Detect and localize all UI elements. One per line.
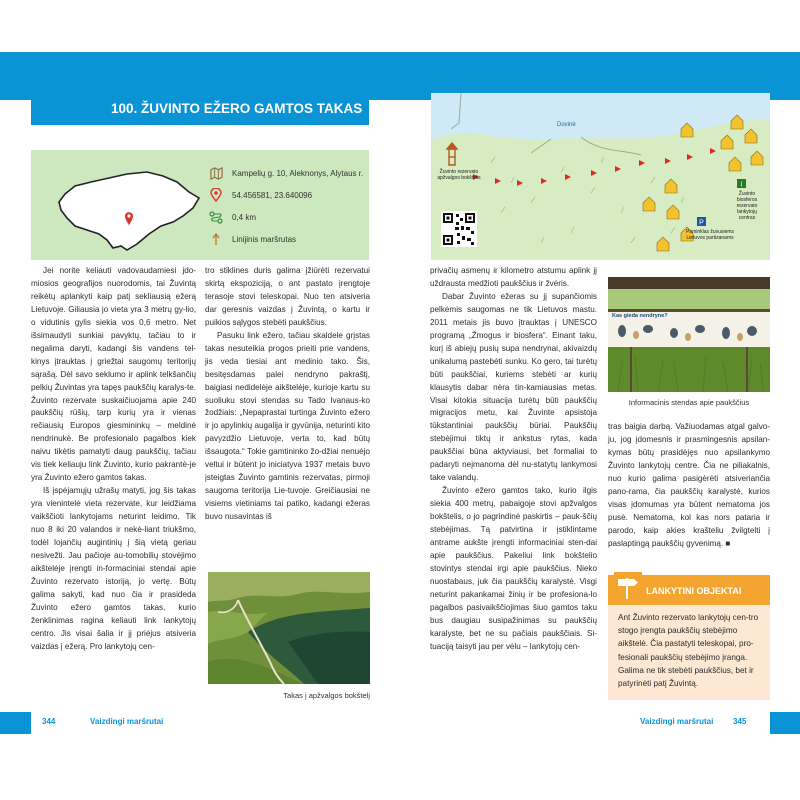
lake-label: Dovinė <box>557 122 576 128</box>
route-distance-icon <box>209 210 223 224</box>
page-title: 100. ŽUVINTO EŽERO GAMTOS TAKAS <box>31 93 369 125</box>
photo-caption-stand: Informacinis stendas apie paukščius <box>628 398 750 407</box>
info-coordinates: 54.456581, 23.640096 <box>232 190 313 200</box>
info-distance: 0,4 km <box>232 212 257 222</box>
footer-tab-right <box>770 712 800 734</box>
section-title-right: Vaizdingi maršrutai <box>640 717 714 726</box>
text-column-1 <box>31 265 196 654</box>
info-address: Kampelių g. 10, Aleknonys, Alytaus r. <box>232 168 364 178</box>
route-info-box <box>31 150 369 260</box>
route-map <box>431 93 770 260</box>
footer-tab-left <box>0 712 31 734</box>
sign-title: Kas gieda nendryne? <box>612 313 668 319</box>
paragraph: Žuvinto ežero gamtos tako, kurio ilgis siekia 400 metrų, pabaigoje stovi apžvalgos bokštelis, o jo pagrindinė paskirtis – pauk-ščių stebėjimas. Tą patvirtina ir įstiklintame antrame aukšte įrengti informaciniai sten-dai apie paukščius. Pakeliui link bokštelio stovintys stendai irgi apie paukščius. Nieko nuostabaus, juk čia paukščių karalystė. Visgi neturint pakankamai žinių ir be profesiona-lo pagalbos pasivaikščiojimas šiuo gamtos taku bus daugiau susipažinimas su paukščių karalyste, bet ne su pačiais paukščiais. Si-tuaciją taisyti jau per vėlu – lankytojų cen- <box>430 486 597 651</box>
boardwalk-aerial-photo <box>208 572 370 684</box>
info-stand-photo <box>608 277 770 392</box>
page-number-left: 344 <box>42 717 56 726</box>
map-icon <box>209 166 223 180</box>
arrow-up-icon <box>209 232 223 246</box>
info-distance-row <box>209 206 363 228</box>
paragraph: Jei norite keliauti vadovaudamiesi jdo-miosios geografijos nuorodomis, tai Žuvintą reikėtų aplankyti kaip patį sekliausią ežerą Lietuvoje. Giliausia jo vieta yra 3 metrų gy-lio, o vidutinis gylis siekia vos 0,6 metro. Net išsimaudyti sunkiai pavyktų, tačiau to ir negalima daryti, kadangi šis vandens tel-kinys įtrauktas į griežtai saugomų teritorijų sąrašą. Dėl savo seklumo ir aplink telkšančių pelkių Žuvintas yra tapęs paukščių karalys-te. Žuvinto rezervate suskaičiuojama apie 240 paukščių rūšių, tarp kurių yra ir vienas rečiausių Europos giesmininkų – meldinė nendrinukė. Be profesionalo pagalbos kiek naivu tikėtis pamatyti daug paukščių, tačiau vis tiek keliauju link Žuvinto, kurio pakrantė-je yra Žuvinto ežero gamtos takas. <box>31 266 196 483</box>
visitable-objects-box <box>608 575 770 700</box>
signpost-icon <box>614 572 642 602</box>
monument-label: Paminklas žuvusiems Lietuvos partizanams <box>685 229 735 241</box>
paragraph: privačių asmenų ir kilometro atstumu aplink jį uždrausta medžioti paukščius ir žvėris. <box>430 266 597 288</box>
location-pin-icon <box>209 188 223 202</box>
text-column-2 <box>205 265 370 524</box>
info-address-row <box>209 162 363 184</box>
paragraph: tras baigia darbą. Važiuodamas atgal galvo-ju, jog įdomesnis ir prasmingesnis apsilan-kymas būtų prasidėjęs nuo apsilankymo Žuvinto lankytojų centre. Čia ne piliakalnis, nuo kurio galima pasigėrėti atsiveriančia pano-rama, čia paukščių karalystė, kurios visas įdomumas yra būtent nematoma jos pusė. Nematoma, kol kas nors pataria ir parodo, kaip akies krašteliu žvilgtelti į paslaptingą paukščių gyvenimą. ■ <box>608 422 770 548</box>
page-number-right: 345 <box>733 717 747 726</box>
info-sign: i <box>740 181 743 189</box>
photo-caption-boardwalk: Takas į apžvalgos bokštelį <box>283 691 370 700</box>
info-route-type-row <box>209 228 363 250</box>
paragraph: Dabar Žuvinto ežeras su jį supančiomis pelkėmis saugomas ne tik Lietuvos mastu. 2011 metais jis buvo įtrauktas į UNESCO programą „Žmogus ir biosfera“. Einant taku, kurį iš abiejų pusių supa nendrynai, akivaizdų unikalumą pastebėti sunku. Ko gero, tai turėtų būti paukščiai, kuriems stebėti ar kurių klausytis dabar nėra tin-kamiausias metas. Visai kitokia situacija turėtų būti paukščių migracijos metu, kai Žuvinte apsistoja tūkstantiniai paukščių būriai. Paukščių stebėjimui tiktų ir ankstus rytas, kada paukščiai būna aktyviausi, bet formaliai to padaryti neįmanoma dėl nu-statytų lankymosi take valandų. <box>430 291 597 483</box>
paragraph: Pasuku link ežero, tačiau skaldele grįstas takas nesuteikia progos prieiti prie vandens, jis veda tiesiai ant medinio tako. Šis, besitęsdamas palei nendryno pakraštį, baigiasi nedidelėje aikštelėje, kurioje kartu su suoliuku stovi stendas su Tado Ivanaus-ko žodžiais: „Nepaprastai turtinga Žuvinto ežero ir jo apylinkių augalija ir gyvūnija, neturinti kito pavyzdžio Lietuvoje, verta to, kad būtų išsaugota.“ Tokie gamtininko žo-džiai nenuėjo veltui ir būtent jo iniciatyva 1937 metais buvo įsteigtas Žuvinto gamtinis rezervatas, pirmoji saugoma teritorija Lie-tuvoje. Greičiausiai ne visiems vietiniams tai patiko, kadangi ežeras buvo nusavintas iš <box>205 330 370 522</box>
tower-label: Žuvinto rezervato apžvalgos bokštelis <box>437 169 481 181</box>
section-title-left: Vaizdingi maršrutai <box>90 717 164 726</box>
text-column-3 <box>430 265 597 654</box>
visitable-objects-text: Ant Žuvinto rezervato lankytojų cen-tro stogo įrengta paukščių stebėjimo aikštelė. Čia pastatyti teleskopai, pro-fesionali paukščių stebėjimo įranga. Galima ne tik stebėti paukščius, bet ir patyrinėti patį Žuvintą. <box>618 613 759 689</box>
lithuania-map-icon <box>51 164 211 254</box>
info-route-type: Linijinis maršrutas <box>232 234 297 244</box>
paragraph: Iš įspėjamųjų užrašų matyti, jog šis takas yra vienintelė vieta rezervate, kur leidžiama vaikščioti lankytojams neturint leidimo. Tik nuo 8 iki 20 valandos ir nekė-liant triukšmo, todėl lojančių augintinių į šią vietą geriau nesivežti. Jau pačioje au-tomobilių stovėjimo aikštelėje įrengti in-formaciniai stendai apie Žuvinto rezervato istoriją, jo vertę. Būtų galima sakyti, kad nuo čia ir prasideda Žuvinto ežero gamtos takas, kurio ženklinimas ragina keliauti link lankytojų centro. Jis visai šalia ir jį priėjus atsiveria vaizdas į ežerą. Pro lankytojų cen- <box>31 486 196 651</box>
visitor-center-label: Žuvinto biosferos rezervato lankytojų centras <box>736 191 758 221</box>
info-coordinates-row <box>209 184 363 206</box>
text-column-4 <box>608 421 770 551</box>
parking-sign: P <box>699 219 704 227</box>
info-list <box>209 162 363 250</box>
visitable-objects-title: LANKYTINI OBJEKTAI <box>646 586 742 596</box>
paragraph: tro stiklines duris galima įžiūrėti rezervatui skirtą ekspoziciją, o ant pastato įrengtoje terasoje stovi teleskopai. Nuo ten atsiveria dar geresnis vaizdas į Žuvintą, o kartu ir puikios sąlygos stebėti paukščius. <box>205 266 370 327</box>
